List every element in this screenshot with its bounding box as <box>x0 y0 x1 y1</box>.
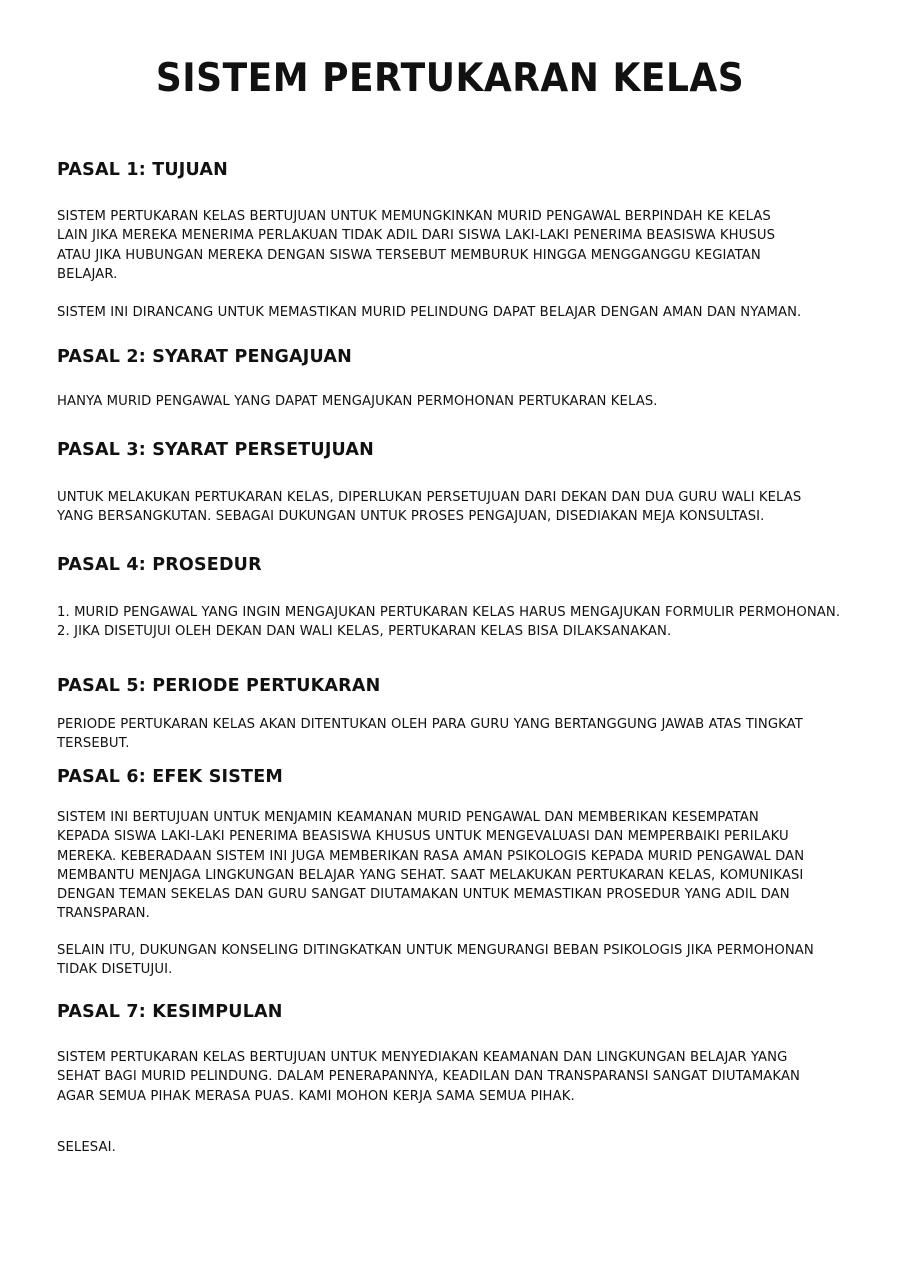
text-line: BELAJAR. <box>57 266 118 282</box>
closing-line: SELESAI. <box>57 1140 116 1155</box>
text-line: DENGAN TEMAN SEKELAS DAN GURU SANGAT DIUTAMAKAN UNTUK MEMASTIKAN PROSEDUR YANG ADIL DAN <box>57 887 790 903</box>
section-6-paragraph-1 <box>57 808 827 924</box>
text-line: TIDAK DISETUJUI. <box>57 962 173 978</box>
section-3-heading: PASAL 3: SYARAT PERSETUJUAN <box>57 440 374 460</box>
list-item: 2. JIKA DISETUJUI OLEH DEKAN DAN WALI KELAS, PERTUKARAN KELAS BISA DILAKSANAKAN. <box>57 624 672 640</box>
list-item: 1. MURID PENGAWAL YANG INGIN MENGAJUKAN PERTUKARAN KELAS HARUS MENGAJUKAN FORMULIR PERMOHONAN. <box>57 605 841 620</box>
section-7-heading: PASAL 7: KESIMPULAN <box>57 1002 283 1022</box>
section-2-heading: PASAL 2: SYARAT PENGAJUAN <box>57 347 352 367</box>
text-line: PERIODE PERTUKARAN KELAS AKAN DITENTUKAN OLEH PARA GURU YANG BERTANGGUNG JAWAB ATAS TINGKAT <box>57 717 803 732</box>
text-line: SISTEM PERTUKARAN KELAS BERTUJUAN UNTUK MEMUNGKINKAN MURID PENGAWAL BERPINDAH KE KELAS <box>57 209 771 224</box>
section-6-paragraph-2 <box>57 941 827 980</box>
text-line: HANYA MURID PENGAWAL YANG DAPAT MENGAJUKAN PERMOHONAN PERTUKARAN KELAS. <box>57 394 658 409</box>
section-1-paragraph-2 <box>57 303 827 322</box>
text-line: ATAU JIKA HUBUNGAN MEREKA DENGAN SISWA TERSEBUT MEMBURUK HINGGA MENGGANGGU KEGIATAN <box>57 247 761 263</box>
text-line: LAIN JIKA MEREKA MENERIMA PERLAKUAN TIDAK ADIL DARI SISWA LAKI-LAKI PENERIMA BEASISWA KHUSUS <box>57 228 776 244</box>
section-5-paragraph-1 <box>57 715 827 754</box>
text-line: SEHAT BAGI MURID PELINDUNG. DALAM PENERAPANNYA, KEADILAN DAN TRANSPARANSI SANGAT DIUTAMAKAN <box>57 1069 801 1085</box>
section-1-paragraph-1 <box>57 207 827 284</box>
text-line: AGAR SEMUA PIHAK MERASA PUAS. KAMI MOHON KERJA SAMA SEMUA PIHAK. <box>57 1088 575 1104</box>
text-line: UNTUK MELAKUKAN PERTUKARAN KELAS, DIPERLUKAN PERSETUJUAN DARI DEKAN DAN DUA GURU WALI KELAS <box>57 490 802 505</box>
section-7-paragraph-1 <box>57 1048 827 1106</box>
text-line: MEREKA. KEBERADAAN SISTEM INI JUGA MEMBERIKAN RASA AMAN PSIKOLOGIS KEPADA MURID PENGAWAL DAN <box>57 848 805 864</box>
text-line: TERSEBUT. <box>57 736 130 752</box>
text-line: SELAIN ITU, DUKUNGAN KONSELING DITINGKATKAN UNTUK MENGURANGI BEBAN PSIKOLOGIS JIKA PERMOHONAN <box>57 943 814 958</box>
section-4-list <box>57 603 841 642</box>
text-line: YANG BERSANGKUTAN. SEBAGAI DUKUNGAN UNTUK PROSES PENGAJUAN, DISEDIAKAN MEJA KONSULTASI. <box>57 509 765 525</box>
closing-text <box>57 1138 827 1157</box>
text-line: SISTEM INI DIRANCANG UNTUK MEMASTIKAN MURID PELINDUNG DAPAT BELAJAR DENGAN AMAN DAN NYAMAN. <box>57 305 802 320</box>
text-line: MEMBANTU MENJAGA LINGKUNGAN BELAJAR YANG SEHAT. SAAT MELAKUKAN PERTUKARAN KELAS, KOMUNIKASI <box>57 867 804 883</box>
section-4-heading: PASAL 4: PROSEDUR <box>57 555 262 575</box>
section-1-heading: PASAL 1: TUJUAN <box>57 160 228 180</box>
text-line: KEPADA SISWA LAKI-LAKI PENERIMA BEASISWA KHUSUS UNTUK MENGEVALUASI DAN MEMPERBAIKI PERILAKU <box>57 829 789 845</box>
section-5-heading: PASAL 5: PERIODE PERTUKARAN <box>57 676 381 696</box>
text-line: SISTEM PERTUKARAN KELAS BERTUJUAN UNTUK MENYEDIAKAN KEAMANAN DAN LINGKUNGAN BELAJAR YANG <box>57 1050 788 1065</box>
section-3-paragraph-1 <box>57 488 827 527</box>
section-6-heading: PASAL 6: EFEK SISTEM <box>57 767 283 787</box>
text-line: SISTEM INI BERTUJUAN UNTUK MENJAMIN KEAMANAN MURID PENGAWAL DAN MEMBERIKAN KESEMPATAN <box>57 810 759 825</box>
text-line: TRANSPARAN. <box>57 906 150 922</box>
document-title: SISTEM PERTUKARAN KELAS <box>155 56 745 101</box>
section-2-paragraph-1 <box>57 392 827 411</box>
